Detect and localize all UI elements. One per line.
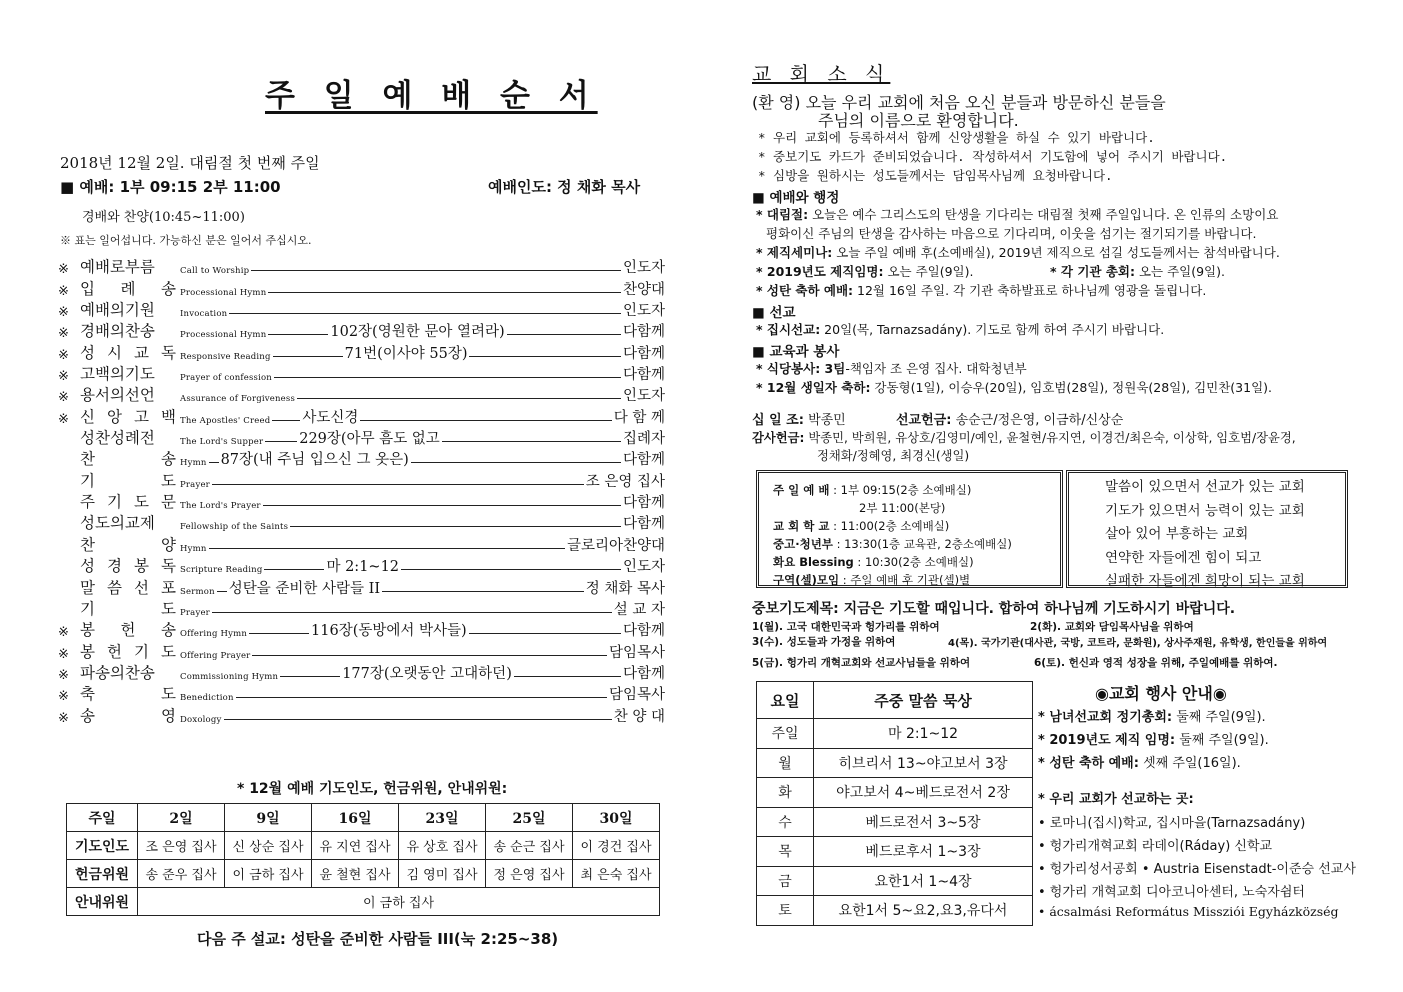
duty-cell: 윤 철현 집사 (312, 860, 399, 888)
leader-line (251, 270, 621, 271)
stand-mark: ※ (58, 390, 69, 406)
order-item-name: 신 앙 고 백 (80, 407, 176, 426)
prayer-item: 5(금). 헝가리 개혁교회와 선교사님들을 위하여 (752, 657, 971, 669)
worship-order-row (58, 256, 665, 277)
order-item-content: 229장(아무 흠도 없고 (299, 431, 440, 448)
tithe-text: 박종민 (803, 413, 846, 428)
info-text: : 11:00(2층 소예배실) (829, 519, 950, 533)
order-item-content: 성탄을 준비한 사람들 II (228, 580, 381, 597)
section-education: ■ 교육과 봉사 (752, 344, 840, 360)
worship-order-row (58, 640, 665, 661)
prayer-item: 3(수). 성도들과 가정을 위하여 (752, 636, 896, 648)
leader-line (263, 505, 621, 506)
bible-row (757, 837, 1033, 867)
order-item-leader: 다함께 (622, 452, 665, 469)
info-text: : 10:30(2층 소예배실) (853, 555, 974, 569)
stand-mark: ※ (58, 710, 69, 726)
order-item-english: Offering Prayer (180, 650, 251, 661)
bible-reading: 히브리서 13~야고보서 3장 (814, 748, 1033, 778)
worship-order-row (58, 576, 665, 597)
mission-note (756, 320, 1164, 338)
worship-order-row (58, 555, 665, 576)
duty-heading: * 12월 예배 기도인도, 헌금위원, 안내위원: (237, 781, 508, 797)
bible-day: 금 (757, 866, 814, 896)
stand-mark: ※ (58, 262, 69, 278)
service-time: ■ 예배: 1부 09:15 2부 11:00 (60, 178, 281, 196)
bible-row (757, 719, 1033, 749)
order-item-leader: 인도자 (622, 303, 665, 320)
leader-line (209, 462, 219, 463)
motto-line: 살아 있어 부흥하는 교회 (1105, 526, 1249, 542)
info-label: 교 회 학 교 (773, 519, 830, 533)
seminar-note (756, 243, 1280, 261)
prayer-title: 중보기도제목: 지금은 기도할 때입니다. 합하여 하나님께 기도하시기 바랍니다. (752, 601, 1236, 617)
mission-offering-line (896, 409, 1123, 428)
motto-line: 말씀이 있으면서 선교가 있는 교회 (1105, 479, 1305, 495)
worship-order-row (58, 662, 665, 683)
welcome-note: * 중보기도 카드가 준비되었습니다. 작성하셔서 기도함에 넣어 주시기 바랍니다. (758, 149, 1228, 164)
order-item-name: 성 시 교 독 (80, 343, 176, 362)
mission-offering-label: 선교헌금: (896, 413, 952, 428)
note-label: * 제직세미나: (756, 245, 833, 260)
praise-line: 경배와 찬양(10:45~11:00) (82, 210, 245, 225)
order-item-name: 파송의찬송 (80, 663, 155, 682)
note-text: 오늘은 예수 그리스도의 탄생을 기다리는 대림절 첫째 주일입니다. 온 인류의 소망이요 (808, 207, 1279, 222)
leader-line (411, 462, 621, 463)
order-item-content: 사도신경 (302, 409, 359, 426)
prayer-item: 6(토). 헌신과 영적 성장을 위해, 주일예배를 위하여. (1034, 657, 1278, 669)
order-item-english: The Apostles' Creed (180, 415, 271, 426)
bible-day: 수 (757, 807, 814, 837)
thanks-text: 박종민, 박희원, 유상호/김영미/예인, 윤철현/유지연, 이경건/최은숙, 이상학, 임호범/장윤경, (804, 431, 1296, 445)
duty-cell: 송 순근 집사 (486, 832, 573, 860)
thanks-line (752, 428, 1296, 446)
note-label: * 집시선교: (756, 322, 821, 337)
mission-place: • 로마니(집시)학교, 집시마을(Tarnazsadány) (1038, 816, 1306, 831)
event-label: * 2019년도 제직 임명: (1038, 733, 1176, 748)
order-item-english: Scripture Reading (180, 565, 263, 576)
info-row (773, 517, 1054, 535)
order-item-leader: 다함께 (622, 324, 665, 341)
order-item-english: Processional Hymn (180, 287, 267, 298)
mission-place: • 헝가리개혁교회 라데이(Ráday) 신학교 (1038, 839, 1273, 854)
service-info-box (756, 470, 1063, 588)
worship-order-row (58, 512, 665, 533)
duty-cell: 유 지연 집사 (312, 832, 399, 860)
leader-line (280, 676, 340, 677)
info-text: : 1부 09:15(2층 소예배실) (829, 483, 972, 497)
event-label: * 남녀선교회 정기총회: (1038, 710, 1173, 725)
note-text: 오는 주일(9일). (1134, 264, 1225, 279)
tithe-line (752, 409, 846, 428)
stand-mark: ※ (58, 347, 69, 363)
leader-line (236, 697, 607, 698)
order-item-english: Doxology (180, 714, 222, 725)
stand-mark: ※ (58, 625, 69, 641)
info-text: : 13:30(1층 교육관, 2층소예배실) (832, 537, 1012, 551)
note-text: 20일(목, Tarnazsadány). 기도로 함께 하여 주시기 바랍니다. (820, 322, 1165, 337)
duty-table-row (67, 888, 660, 916)
info-text: 2부 11:00(본당) (859, 501, 946, 515)
order-item-english: Sermon (180, 586, 215, 597)
event-label: * 성탄 축하 예배: (1038, 756, 1139, 771)
order-item-leader: 담임목사 (608, 644, 665, 661)
stand-mark: ※ (58, 646, 69, 662)
order-item-name: 예배로부름 (80, 258, 155, 277)
order-item-name: 입 례 송 (80, 279, 176, 298)
order-item-leader: 찬양대 (622, 281, 665, 298)
bible-day: 주일 (757, 719, 814, 749)
worship-order-row (58, 619, 665, 640)
bible-reading: 베드로전서 3~5장 (814, 807, 1033, 837)
note-text: 12월 16일 주일. 각 기관 축하발표로 하나님께 영광을 돌립니다. (853, 283, 1207, 298)
order-item-name: 경배의찬송 (80, 322, 155, 341)
leader-line (224, 719, 612, 720)
duty-cell: 조 은영 집사 (138, 832, 225, 860)
worship-order-row (58, 341, 665, 362)
order-item-content: 116장(동방에서 박사들) (311, 623, 467, 640)
leader-line (252, 655, 607, 656)
leader-line (274, 377, 621, 378)
leader-line (273, 356, 343, 357)
bible-reading-table (756, 681, 1033, 926)
order-item-leader: 다함께 (622, 495, 665, 512)
duty-table (66, 803, 660, 916)
order-item-name: 예배의기원 (80, 301, 155, 320)
order-item-name: 송 영 (80, 706, 176, 725)
event-text: 둘째 주일(9일). (1175, 733, 1269, 748)
stand-mark: ※ (58, 411, 69, 427)
order-item-leader: 인도자 (622, 260, 665, 277)
stand-mark: ※ (58, 283, 69, 299)
order-item-content: 87장(내 주님 입으신 그 옷은) (220, 452, 409, 469)
leader-line (264, 569, 324, 570)
bible-row (757, 778, 1033, 808)
leader-line (514, 676, 621, 677)
order-item-name: 성 경 봉 독 (80, 557, 176, 576)
info-text: : 주일 예배 후 기관(셀)별 (839, 573, 971, 587)
duty-table-row (67, 860, 660, 888)
order-item-leader: 다함께 (622, 665, 665, 682)
welcome-note: * 우리 교회에 등록하셔서 함께 신앙생활을 하실 수 있기 바랍니다. (758, 130, 1155, 145)
kitchen-note (756, 359, 1027, 377)
advent-note (756, 205, 1278, 223)
info-row (773, 571, 1054, 589)
events-title: ◉교회 행사 안내◉ (1095, 684, 1227, 703)
worship-order-row (58, 363, 665, 384)
leader-line (297, 398, 621, 399)
order-item-english: Commissioning Hymn (180, 671, 279, 682)
leader-line (507, 334, 621, 335)
stand-mark: ※ (58, 667, 69, 683)
stand-note: ※ 표는 일어섭니다. 가능하신 분은 일어서 주십시오. (60, 234, 312, 247)
leader-line (401, 569, 621, 570)
stand-mark: ※ (58, 689, 69, 705)
mission-place: • 헝가리성서공회 • Austria Eisenstadt-이준승 선교사 (1038, 862, 1356, 877)
bible-table-header (757, 682, 1033, 719)
leader-line (268, 292, 621, 293)
xmas-note (756, 281, 1206, 299)
order-item-english: Benediction (180, 693, 234, 704)
leader-line (212, 484, 584, 485)
section-mission: ■ 선교 (752, 305, 796, 321)
note-label: * 성탄 축하 예배: (756, 283, 854, 298)
duty-header-cell: 주일 (67, 804, 138, 832)
tithe-label: 십 일 조: (752, 413, 804, 428)
leader-line (265, 441, 297, 442)
bible-day: 목 (757, 837, 814, 867)
order-item-english: Prayer (180, 607, 210, 618)
duty-cell: 최 은숙 집사 (573, 860, 660, 888)
page-title: 주 일 예 배 순 서 (265, 78, 598, 114)
order-item-leader: 인도자 (622, 388, 665, 405)
bible-row (757, 896, 1033, 926)
bible-row (757, 866, 1033, 896)
duty-cell: 정 은영 집사 (486, 860, 573, 888)
order-item-name: 말 씀 선 포 (80, 578, 176, 597)
section-worship: ■ 예배와 행정 (752, 190, 840, 206)
bible-day: 토 (757, 896, 814, 926)
order-item-english: Hymn (180, 543, 207, 554)
order-item-leader: 글로리아찬양대 (566, 537, 665, 554)
worship-order-row (58, 491, 665, 512)
info-row (773, 535, 1054, 553)
assembly-note (1050, 262, 1225, 280)
worship-order-row (58, 683, 665, 704)
order-item-content: 마 2:1~12 (326, 559, 400, 576)
duty-cell: 송 준우 집사 (138, 860, 225, 888)
info-label: 주 일 예 배 (773, 483, 830, 497)
order-item-content: 177장(오랫동안 고대하던) (342, 665, 512, 682)
order-item-english: Prayer of confession (180, 373, 272, 384)
worship-order-row (58, 320, 665, 341)
duty-cell: 신 상순 집사 (225, 832, 312, 860)
prayer-item: 4(목). 국가기관(대사관, 국방, 코트라, 문화원), 상사주재원, 유학생, 한인들을 위하여 (948, 638, 1328, 649)
order-item-name: 주 기 도 문 (80, 493, 176, 512)
order-item-leader: 다함께 (622, 345, 665, 362)
mission-place: • ácsalmási Református Missziói Egyházközség (1038, 904, 1339, 919)
leader-line (209, 548, 565, 549)
order-item-name: 성도의교제 (80, 514, 155, 533)
duty-cell: 이 경건 집사 (573, 832, 660, 860)
order-item-leader: 담임목사 (608, 687, 665, 704)
motto-line: 기도가 있으면서 능력이 있는 교회 (1105, 502, 1305, 519)
order-item-leader: 찬 양 대 (613, 708, 665, 725)
duty-header-cell: 30일 (573, 804, 660, 832)
event-item (1038, 729, 1269, 748)
order-item-english: Assurance of Forgiveness (180, 394, 296, 405)
order-item-name: 용서의선언 (80, 386, 155, 405)
leader-line (229, 313, 621, 314)
duty-header-cell: 16일 (312, 804, 399, 832)
order-item-english: Processional Hymn (180, 330, 267, 341)
info-row (773, 553, 1054, 571)
order-item-leader: 다함께 (622, 367, 665, 384)
leader-line (290, 526, 621, 527)
next-sermon: 다음 주 설교: 성탄을 준비한 사람들 III(눅 2:25~38) (197, 930, 559, 948)
stand-mark: ※ (58, 305, 69, 321)
order-item-english: Fellowship of the Saints (180, 522, 289, 533)
news-title: 교 회 소 식 (752, 62, 891, 86)
stand-mark: ※ (58, 326, 69, 342)
welcome-line: (환 영) 오늘 우리 교회에 처음 오신 분들과 방문하신 분들을 (752, 93, 1166, 112)
thanks-line-cont: 정채화/정혜영, 최경신(생일) (817, 449, 970, 463)
info-label: 구역(셀)모임 (773, 573, 840, 587)
leader-line (217, 591, 227, 592)
leader-line (212, 612, 612, 613)
order-item-english: Offering Hymn (180, 629, 248, 640)
left-page (0, 0, 700, 992)
order-item-leader: 집례자 (622, 431, 665, 448)
leader-line (360, 420, 611, 421)
duty-cell: 이 금하 집사 (225, 860, 312, 888)
order-item-english: Responsive Reading (180, 351, 271, 362)
note-label: * 대림절: (756, 207, 809, 222)
date-line: 2018년 12월 2일. 대림절 첫 번째 주일 (60, 154, 320, 172)
order-item-leader: 인도자 (622, 559, 665, 576)
bible-header-cell: 요일 (757, 682, 814, 719)
motto-line: 실패한 자들에겐 희망이 되는 교회 (1105, 573, 1305, 589)
advent-note-cont: 평화이신 주님의 탄생을 감사하는 마음으로 기다리며, 이웃을 섬기는 절기되기를 바랍니다. (766, 226, 1257, 241)
right-page (700, 0, 1403, 992)
leader-line (268, 334, 328, 335)
order-item-english: Hymn (180, 458, 207, 469)
worship-order-list (58, 256, 665, 726)
worship-order-row (58, 277, 665, 298)
info-label: 화요 Blessing (773, 555, 854, 569)
prayer-item: 1(월). 고국 대한민국과 헝가리를 위하여 (752, 621, 940, 633)
event-text: 셋째 주일(16일). (1138, 756, 1241, 771)
motto-line: 연약한 자들에겐 힘이 되고 (1105, 549, 1262, 566)
stand-mark: ※ (58, 369, 69, 385)
note-label: * 식당봉사: 3팀 (756, 361, 846, 376)
mission-offering-text: 송순근/정은영, 이금하/신상순 (951, 413, 1124, 428)
bible-row (757, 748, 1033, 778)
worship-order-row (58, 704, 665, 725)
bible-reading: 요한1서 5~요2,요3,유다서 (814, 896, 1033, 926)
welcome-note: * 심방을 원하시는 성도들께서는 담임목사님께 요청바랍니다. (758, 168, 1113, 183)
duty-header-cell: 25일 (486, 804, 573, 832)
order-item-english: The Lord's Prayer (180, 501, 261, 512)
order-item-name: 성찬성례전 (80, 429, 155, 448)
bible-reading: 베드로후서 1~3장 (814, 837, 1033, 867)
note-label: * 각 기관 총회: (1050, 264, 1135, 279)
worship-order-row (58, 405, 665, 426)
duty-cell: 김 영미 집사 (399, 860, 486, 888)
usher-value: 이 금하 집사 (138, 888, 660, 916)
duty-header-cell: 9일 (225, 804, 312, 832)
order-item-english: Prayer (180, 479, 210, 490)
event-item (1038, 752, 1241, 771)
duty-row-label: 기도인도 (67, 832, 138, 860)
duty-header-cell: 2일 (138, 804, 225, 832)
info-row (773, 481, 1054, 499)
mission-place: • 헝가리 개혁교회 디아코니아센터, 노숙자쉼터 (1038, 885, 1305, 900)
note-label: * 12월 생일자 축하: (756, 380, 871, 395)
worship-order-row (58, 448, 665, 469)
worship-order-row (58, 598, 665, 619)
prayer-item: 2(화). 교회와 담임목사님을 위하여 (1030, 621, 1194, 633)
order-item-name: 기 도 (80, 471, 176, 490)
order-item-leader: 다 함 께 (613, 409, 665, 426)
duty-header-cell: 23일 (399, 804, 486, 832)
note-text: 오는 주일(9일). (883, 264, 974, 279)
duty-cell: 유 상호 집사 (399, 832, 486, 860)
leader-line (469, 633, 621, 634)
order-item-name: 봉 헌 송 (80, 621, 176, 640)
worship-order-row (58, 469, 665, 490)
order-item-name: 찬 양 (80, 535, 176, 554)
order-item-name: 봉 헌 기 도 (80, 642, 176, 661)
order-item-leader: 다함께 (622, 623, 665, 640)
worship-order-row (58, 533, 665, 554)
appoint-note (756, 262, 974, 280)
leader-line (249, 633, 309, 634)
order-item-name: 축 도 (80, 685, 176, 704)
duty-table-header (67, 804, 660, 832)
order-item-english: Invocation (180, 309, 228, 320)
bible-reading: 요한1서 1~4장 (814, 866, 1033, 896)
order-item-name: 고백의기도 (80, 365, 155, 384)
order-item-leader: 다함께 (622, 516, 665, 533)
bible-day: 화 (757, 778, 814, 808)
order-item-content: 71번(이사야 55장) (344, 345, 468, 362)
church-motto-box (1066, 470, 1348, 588)
bible-day: 월 (757, 748, 814, 778)
event-item (1038, 706, 1266, 725)
usher-label: 안내위원 (67, 888, 138, 916)
bible-reading: 야고보서 4~베드로전서 2장 (814, 778, 1033, 808)
order-item-leader: 조 은영 집사 (585, 473, 665, 490)
note-text: -책임자 조 은영 집사. 대학청년부 (845, 361, 1027, 376)
order-item-leader: 설 교 자 (613, 601, 665, 618)
mission-places-title: * 우리 교회가 선교하는 곳: (1038, 792, 1194, 807)
order-item-name: 찬 송 (80, 450, 176, 469)
leader-line (382, 591, 584, 592)
worship-order-row (58, 384, 665, 405)
info-row (773, 499, 1054, 517)
bible-row (757, 807, 1033, 837)
order-item-name: 기 도 (80, 599, 176, 618)
note-text: 오늘 주일 예배 후(소예배실), 2019년 제직으로 섬길 성도들께서는 참석바랍니다. (832, 245, 1280, 260)
duty-table-row (67, 832, 660, 860)
note-text: 강동형(1일), 이승우(20일), 임호범(28일), 정원욱(28일), 김민찬(31일). (870, 380, 1273, 395)
order-item-english: The Lord's Supper (180, 437, 264, 448)
order-item-english: Call to Worship (180, 266, 250, 277)
worship-leader: 예배인도: 정 채화 목사 (488, 178, 641, 196)
worship-order-row (58, 299, 665, 320)
thanks-label: 감사헌금: (752, 431, 805, 445)
birthday-note (756, 378, 1272, 396)
info-label: 중고·청년부 (773, 537, 833, 551)
welcome-line: 주님의 이름으로 환영합니다. (818, 111, 1019, 130)
bible-reading: 마 2:1~12 (814, 719, 1033, 749)
leader-line (272, 420, 300, 421)
leader-line (442, 441, 621, 442)
bible-header-cell: 주중 말씀 묵상 (814, 682, 1033, 719)
leader-line (469, 356, 620, 357)
worship-order-row (58, 427, 665, 448)
event-text: 둘째 주일(9일). (1172, 710, 1266, 725)
duty-row-label: 헌금위원 (67, 860, 138, 888)
order-item-content: 102장(영원한 문아 열려라) (330, 324, 505, 341)
order-item-leader: 정 채화 목사 (585, 580, 665, 597)
note-label: * 2019년도 제직임명: (756, 264, 884, 279)
